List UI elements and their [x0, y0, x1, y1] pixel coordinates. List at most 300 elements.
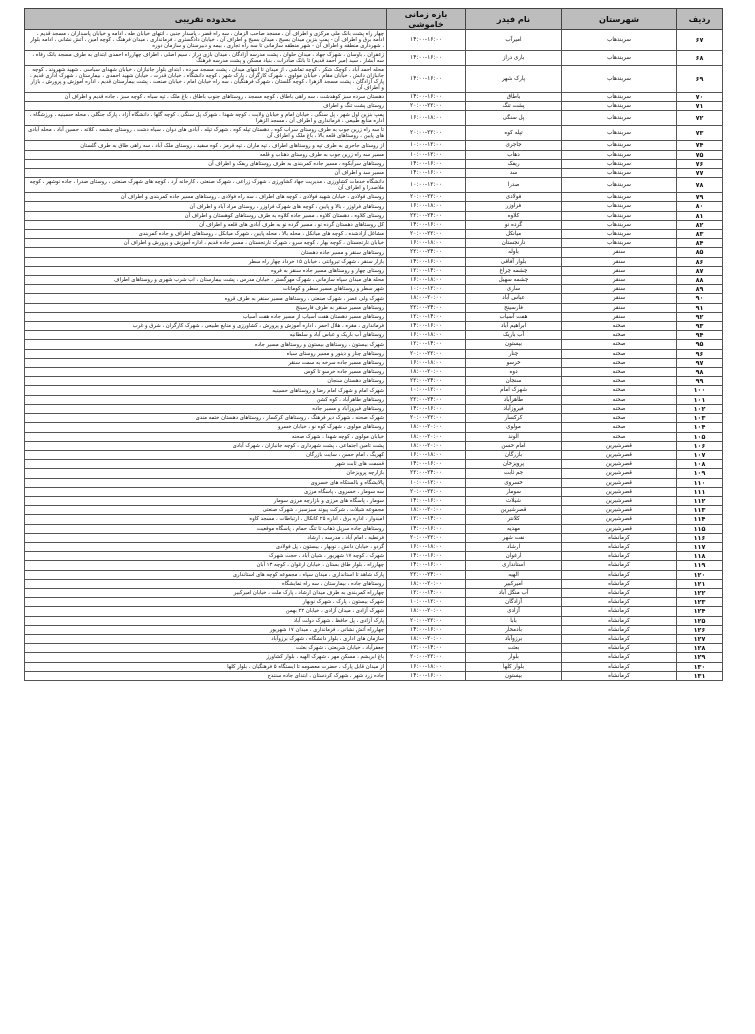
time-cell: ۱۰:۰۰-۱۲:۰۰: [387, 386, 466, 395]
city-cell: سربندهاب: [562, 30, 677, 51]
time-cell: ۱۴:۰۰-۱۶:۰۰: [387, 552, 466, 561]
radif-cell: ۱۱۶: [677, 533, 723, 542]
city-cell: سربندهاب: [562, 102, 677, 111]
table-row: [25, 257, 723, 266]
area-cell: شهرک ، کوچه ۱۷ شهریور ، شیان آباد ، حجت شهرک: [25, 552, 387, 561]
table-row: [25, 671, 723, 680]
time-cell: ۲۰:۰۰-۲۲:۰۰: [387, 616, 466, 625]
feeder-cell: امیرآب: [466, 30, 562, 51]
area-cell: روستای پشت تنگ و اطراف: [25, 102, 387, 111]
area-cell: باغ ابریشم ، مسکن مهر ، شهرک الهیه ، بلوار کشاورز: [25, 653, 387, 662]
table-row: [25, 178, 723, 193]
city-cell: کرمانشاه: [562, 542, 677, 551]
area-cell: زعفران ، باوسان ، شهرک جهاد ، میدان حلوان ، پشت مدرسه آزادگان ، میدان بازی دراز ، سیم اصلی ، اطراف چهارراه احمدی ابتدای به طرف مسجد بانک رفاه ، سه آبشار ، سید (میر احمد قدیم) تا بانک صادرات ، بنیاد مسکن و پشت مدرسه فرهنگ: [25, 51, 387, 66]
table-row: [25, 303, 723, 312]
radif-cell: ۷۲: [677, 111, 723, 126]
radif-cell: ۷۸: [677, 178, 723, 193]
city-cell: کرمانشاه: [562, 653, 677, 662]
feeder-cell: فولادی: [466, 193, 562, 202]
feeder-cell: خسروی: [466, 478, 562, 487]
feeder-cell: بعثت: [466, 644, 562, 653]
area-cell: جعفرآباد ، خیابان شریعتی ، شهرک بعثت: [25, 644, 387, 653]
area-cell: مسیر سد و اطراف آن: [25, 169, 387, 178]
city-cell: سربندهاب: [562, 193, 677, 202]
feeder-cell: تپله کوه: [466, 126, 562, 141]
city-cell: سنقر: [562, 285, 677, 294]
table-row: [25, 30, 723, 51]
radif-cell: ۱۲۹: [677, 653, 723, 662]
area-cell: روستاهای سرآبکوه ، مسیر جاده کمربندی به طرف روستاهای ریفک و اطراف آن: [25, 159, 387, 168]
feeder-cell: شیلات: [466, 496, 562, 505]
time-cell: ۲۲:۰۰-۲۴:۰۰: [387, 377, 466, 386]
feeder-cell: ابراهیم آباد: [466, 322, 562, 331]
time-cell: ۱۸:۰۰-۲۰:۰۰: [387, 432, 466, 441]
feeder-cell: قصرشیرین: [466, 506, 562, 515]
table-body: [25, 30, 723, 681]
time-cell: ۱۴:۰۰-۱۶:۰۰: [387, 220, 466, 229]
city-cell: صحنه: [562, 322, 677, 331]
radif-cell: ۸۳: [677, 230, 723, 239]
area-cell: روستاهای مسیر دهستان هفت آسیاب از مسیر جاده هفت آسیاب: [25, 312, 387, 321]
time-cell: ۱۶:۰۰-۱۸:۰۰: [387, 450, 466, 459]
table-row: [25, 51, 723, 66]
time-cell: ۱۴:۰۰-۱۶:۰۰: [387, 93, 466, 102]
table-row: [25, 150, 723, 159]
radif-cell: ۹۳: [677, 322, 723, 331]
table-row: [25, 322, 723, 331]
table-row: [25, 487, 723, 496]
city-cell: کرمانشاه: [562, 616, 677, 625]
time-cell: ۱۴:۰۰-۱۶:۰۰: [387, 524, 466, 533]
radif-cell: ۱۲۸: [677, 644, 723, 653]
table-header-row: [25, 9, 723, 30]
radif-cell: ۱۱۹: [677, 561, 723, 570]
feeder-cell: پل سنگی: [466, 111, 562, 126]
table-row: [25, 239, 723, 248]
time-cell: ۲۰:۰۰-۲۲:۰۰: [387, 193, 466, 202]
city-cell: کرمانشاه: [562, 671, 677, 680]
time-cell: ۱۸:۰۰-۲۰:۰۰: [387, 634, 466, 643]
feeder-cell: بلوار کلها: [466, 662, 562, 671]
area-cell: فرمانداری ، مقره ، هلال احمر ، اداره آموزش و پرورش ، کشاورزی و منابع طبیعی ، شهرک کارگران ، شرق و غرب: [25, 322, 387, 331]
time-cell: ۱۸:۰۰-۲۰:۰۰: [387, 607, 466, 616]
feeder-cell: عباس آباد: [466, 294, 562, 303]
radif-cell: ۶۷: [677, 30, 723, 51]
city-cell: کرمانشاه: [562, 598, 677, 607]
city-cell: کرمانشاه: [562, 644, 677, 653]
time-cell: ۱۴:۰۰-۱۶:۰۰: [387, 671, 466, 680]
table-row: [25, 294, 723, 303]
radif-cell: ۸۰: [677, 202, 723, 211]
table-row: [25, 193, 723, 202]
table-row: [25, 625, 723, 634]
table-row: [25, 141, 723, 150]
city-cell: سربندهاب: [562, 169, 677, 178]
time-cell: ۱۸:۰۰-۲۰:۰۰: [387, 423, 466, 432]
radif-cell: ۱۲۰: [677, 570, 723, 579]
city-cell: سربندهاب: [562, 150, 677, 159]
city-cell: سنقر: [562, 266, 677, 275]
city-cell: کرمانشاه: [562, 634, 677, 643]
radif-cell: ۱۰۸: [677, 460, 723, 469]
area-cell: محله احمد آباد ، کوچک شکر ، کوچه تماشی ، از میدان تا انتهای میدان ، پشت مسجد سرده ، ابتدای بلوار جانبازان ، خیابان شهدای سیاسی ، شهید شهروند ، کوچه جانبازان دانش ، خیابان مقام ، خیابان مولوی ، شهرک کارگران ، پارک شهر ، کوچه دانشگاه ، خیابان قدرت ، خیابان شهید احمدی ، بیمارستان ، شهرک اداری قدیم ، پارک آزادگان ، پشت مسجد الزهرا ، کوچه گلستان ، شهرک فرهنگیان ، سه راه خیابان امام ، خیابان صنعت ، پشت بیمارستان قدیم ، اداره آموزش و پرورش ، بازار و اطراف آن: [25, 66, 387, 93]
radif-cell: ۹۰: [677, 294, 723, 303]
table-row: [25, 616, 723, 625]
city-cell: صحنه: [562, 395, 677, 404]
radif-cell: ۱۲۶: [677, 625, 723, 634]
radif-cell: ۷۱: [677, 102, 723, 111]
time-cell: ۲۲:۰۰-۲۴:۰۰: [387, 469, 466, 478]
time-cell: ۱۸:۰۰-۲۰:۰۰: [387, 368, 466, 377]
table-row: [25, 450, 723, 459]
time-cell: ۱۸:۰۰-۲۰:۰۰: [387, 506, 466, 515]
table-row: [25, 598, 723, 607]
table-row: [25, 432, 723, 441]
area-cell: روستاهای فیروزآباد و مسیر جاده: [25, 404, 387, 413]
feeder-cell: دوه: [466, 368, 562, 377]
area-cell: مجموعه شیلات ، شرکت پیوند سبزسبز ، شهرک صنعتی: [25, 506, 387, 515]
time-cell: ۱۴:۰۰-۱۶:۰۰: [387, 625, 466, 634]
table-row: [25, 285, 723, 294]
time-cell: ۱۶:۰۰-۱۸:۰۰: [387, 662, 466, 671]
city-cell: سربندهاب: [562, 178, 677, 193]
city-cell: کرمانشاه: [562, 552, 677, 561]
feeder-cell: جم ثابت: [466, 469, 562, 478]
feeder-cell: ارشاد: [466, 542, 562, 551]
time-cell: ۲۰:۰۰-۲۲:۰۰: [387, 126, 466, 141]
radif-cell: ۱۰۷: [677, 450, 723, 459]
city-cell: قصرشیرین: [562, 506, 677, 515]
area-cell: روستاهای چنار و دینور و مسیر روستای سیاه: [25, 349, 387, 358]
city-cell: صحنه: [562, 404, 677, 413]
area-cell: شهر سطر و روستاهای مسیر سطر و کوماتات: [25, 285, 387, 294]
radif-cell: ۱۰۳: [677, 414, 723, 423]
table-row: [25, 358, 723, 367]
area-cell: شهرک بیستون ، روستاهای بیستون و روستاهای مسیر جاده: [25, 340, 387, 349]
table-row: [25, 478, 723, 487]
radif-cell: ۷۰: [677, 93, 723, 102]
radif-cell: ۱۲۱: [677, 579, 723, 588]
radif-cell: ۱۳۰: [677, 662, 723, 671]
feeder-cell: باری دراز: [466, 51, 562, 66]
table-row: [25, 159, 723, 168]
area-cell: روستاهای جاده ، بیمارستان ، سه راه نمایشگاه: [25, 579, 387, 588]
time-cell: ۲۲:۰۰-۲۴:۰۰: [387, 303, 466, 312]
table-row: [25, 276, 723, 285]
city-cell: قصرشیرین: [562, 441, 677, 450]
feeder-cell: استانداری: [466, 561, 562, 570]
city-cell: سربندهاب: [562, 51, 677, 66]
table-row: [25, 469, 723, 478]
feeder-cell: نارنجستان: [466, 239, 562, 248]
radif-cell: ۱۱۴: [677, 515, 723, 524]
table-row: [25, 579, 723, 588]
area-cell: سومار ، پاسگاه های مرزی و بازارچه مرزی سومار: [25, 496, 387, 505]
radif-cell: ۱۱۸: [677, 552, 723, 561]
radif-cell: ۱۱۳: [677, 506, 723, 515]
radif-cell: ۹۴: [677, 331, 723, 340]
table-row: [25, 395, 723, 404]
feeder-cell: سنجان: [466, 377, 562, 386]
city-cell: سربندهاب: [562, 202, 677, 211]
radif-cell: ۸۵: [677, 248, 723, 257]
time-cell: ۲۰:۰۰-۲۲:۰۰: [387, 102, 466, 111]
time-cell: ۱۶:۰۰-۱۸:۰۰: [387, 202, 466, 211]
time-cell: ۲۰:۰۰-۲۲:۰۰: [387, 230, 466, 239]
header-area: محدوده تقریبی: [25, 9, 387, 30]
area-cell: مسیر سه راه زرین جوب به طرف روستای دهناب و قلعه: [25, 150, 387, 159]
feeder-cell: آزادگان: [466, 598, 562, 607]
area-cell: شهرک امام و شهرک امام رضا و روستاهای حسینیه: [25, 386, 387, 395]
table-row: [25, 662, 723, 671]
feeder-cell: بیستون: [466, 340, 562, 349]
table-row: [25, 331, 723, 340]
area-cell: خیابان مولوی ، کوچه شهدا ، شهرک صحنه: [25, 432, 387, 441]
feeder-cell: نفت شهر: [466, 533, 562, 542]
area-cell: روستای کلاوه ، دهستان کلاوه ، مسیر جاده کلاوه به طرف روستاهای کوهستان و اطراف آن: [25, 211, 387, 220]
city-cell: صحنه: [562, 349, 677, 358]
city-cell: کرمانشاه: [562, 579, 677, 588]
table-row: [25, 93, 723, 102]
city-cell: صحنه: [562, 377, 677, 386]
radif-cell: ۱۰۹: [677, 469, 723, 478]
table-row: [25, 386, 723, 395]
area-cell: تا سه راه زرین جوب به طرف روستای سراب کوه ، دهستان تپله کوه ، شهرک تپله ، آبادی های دوان ، سیاه دشت ، روستای چشمه ، کلاته ، حسین آباد ، محله آبادی های پایین ، روستاهای قلعه بالا ، باغ ملک و اطراف آن: [25, 126, 387, 141]
city-cell: سربندهاب: [562, 211, 677, 220]
table-row: [25, 496, 723, 505]
radif-cell: ۷۹: [677, 193, 723, 202]
area-cell: روستاهای جاده سرپل ذهاب تا تنگ حمام ، پاسگاه موقعیت: [25, 524, 387, 533]
radif-cell: ۹۹: [677, 377, 723, 386]
time-cell: ۱۶:۰۰-۱۸:۰۰: [387, 358, 466, 367]
feeder-cell: چشمه سهیل: [466, 276, 562, 285]
time-cell: ۱۰:۰۰-۱۲:۰۰: [387, 141, 466, 150]
table-row: [25, 102, 723, 111]
feeder-cell: کرکسار: [466, 414, 562, 423]
feeder-cell: پارک شهر: [466, 66, 562, 93]
time-cell: ۱۸:۰۰-۲۰:۰۰: [387, 294, 466, 303]
city-cell: سربندهاب: [562, 111, 677, 126]
radif-cell: ۱۱۷: [677, 542, 723, 551]
area-cell: روستاهای فراوزر ، بالا و پایین ، کوچه های شهرک فراوزر ، روستای مراد آباد و اطراف آن: [25, 202, 387, 211]
city-cell: صحنه: [562, 414, 677, 423]
area-cell: کل روستاهای دهستان گرده نو ، مسیر گرده نو به طرف آبادی های قلعه و اطراف آن: [25, 220, 387, 229]
feeder-cell: آب باریک: [466, 331, 562, 340]
feeder-cell: ارغوان: [466, 552, 562, 561]
radif-cell: ۶۹: [677, 66, 723, 93]
table-row: [25, 111, 723, 126]
radif-cell: ۱۰۶: [677, 441, 723, 450]
table-row: [25, 542, 723, 551]
area-cell: مشاغل آزادشده ، کوچه های میانکل ، محله بالا ، محله پایین ، شهرک میانکل ، روستاهای اطراف و جاده کمربندی: [25, 230, 387, 239]
city-cell: کرمانشاه: [562, 588, 677, 597]
radif-cell: ۷۴: [677, 141, 723, 150]
area-cell: کهریگ ، امام حسن ، سایت بازرگان: [25, 450, 387, 459]
area-cell: روستای چهار و روستاهای مسیر جاده سنقر به فروه: [25, 266, 387, 275]
time-cell: ۲۰:۰۰-۲۲:۰۰: [387, 653, 466, 662]
table-row: [25, 423, 723, 432]
time-cell: ۱۸:۰۰-۲۰:۰۰: [387, 579, 466, 588]
feeder-cell: پرویزخان: [466, 460, 562, 469]
area-cell: روستاهای مولوی ، شهرک کوه نو ، خیابان خسرو: [25, 423, 387, 432]
city-cell: سنقر: [562, 294, 677, 303]
area-cell: بازارچه پرویزخان: [25, 469, 387, 478]
time-cell: ۲۲:۰۰-۲۴:۰۰: [387, 395, 466, 404]
area-cell: پارک شاهد تا استانداری ، میدان سپاه ، مجموعه کوچه های استانداری: [25, 570, 387, 579]
city-cell: قصرشیرین: [562, 469, 677, 478]
time-cell: ۱۴:۰۰-۱۶:۰۰: [387, 496, 466, 505]
city-cell: سربندهاب: [562, 126, 677, 141]
area-cell: روستاهای مسیر جاده سرخه به سمت سنقر: [25, 358, 387, 367]
time-cell: ۱۶:۰۰-۱۸:۰۰: [387, 331, 466, 340]
radif-cell: ۷۷: [677, 169, 723, 178]
feeder-cell: باطاق: [466, 93, 562, 102]
table-row: [25, 441, 723, 450]
radif-cell: ۱۲۷: [677, 634, 723, 643]
table-row: [25, 533, 723, 542]
area-cell: روستاهای مسیر جاده خرسو تا کوس: [25, 368, 387, 377]
city-cell: صحنه: [562, 331, 677, 340]
area-cell: روستاهای مسیر سنقر به طرف فارسینج: [25, 303, 387, 312]
city-cell: قصرشیرین: [562, 515, 677, 524]
radif-cell: ۷۳: [677, 126, 723, 141]
feeder-cell: جاجری: [466, 141, 562, 150]
feeder-cell: برزوآباد: [466, 634, 562, 643]
area-cell: پالایشگاه و بالستکاه های خسروی: [25, 478, 387, 487]
time-cell: ۱۴:۰۰-۱۶:۰۰: [387, 66, 466, 93]
area-cell: چهارراه آتش نشانی ، فرمانداری ، میدان ۱۷ شهریور: [25, 625, 387, 634]
feeder-cell: کلانتر: [466, 515, 562, 524]
time-cell: ۱۲:۰۰-۱۴:۰۰: [387, 515, 466, 524]
radif-cell: ۱۲۴: [677, 607, 723, 616]
time-cell: ۲۲:۰۰-۲۴:۰۰: [387, 570, 466, 579]
radif-cell: ۸۸: [677, 276, 723, 285]
radif-cell: ۹۶: [677, 349, 723, 358]
city-cell: سربندهاب: [562, 66, 677, 93]
city-cell: سربندهاب: [562, 239, 677, 248]
city-cell: کرمانشاه: [562, 570, 677, 579]
table-row: [25, 66, 723, 93]
feeder-cell: بیستون: [466, 671, 562, 680]
table-row: [25, 248, 723, 257]
table-row: [25, 404, 723, 413]
time-cell: ۱۴:۰۰-۱۶:۰۰: [387, 561, 466, 570]
radif-cell: ۷۶: [677, 159, 723, 168]
area-cell: جاده زرد شهر ، شهرک کردستان ، ابتدای جاده سنندج: [25, 671, 387, 680]
area-cell: چهارراه کمربندی به طرف میدان ارشاد ، پارک ملت ، خیابان امیرکبیر: [25, 588, 387, 597]
table-row: [25, 312, 723, 321]
radif-cell: ۱۱۰: [677, 478, 723, 487]
city-cell: کرمانشاه: [562, 625, 677, 634]
feeder-cell: امیرکبیر: [466, 579, 562, 588]
time-cell: ۱۸:۰۰-۲۰:۰۰: [387, 441, 466, 450]
city-cell: سربندهاب: [562, 220, 677, 229]
table-row: [25, 588, 723, 597]
time-cell: ۱۶:۰۰-۱۸:۰۰: [387, 111, 466, 126]
table-row: [25, 653, 723, 662]
feeder-cell: شهرک امام: [466, 386, 562, 395]
feeder-cell: ساری: [466, 285, 562, 294]
feeder-cell: آزادی: [466, 607, 562, 616]
radif-cell: ۱۰۴: [677, 423, 723, 432]
feeder-cell: بادمحار: [466, 625, 562, 634]
area-cell: پمپ بنزین اول شهر ، پل سنگی ، خیابان امام و خیابان ولایت ، کوچه شهدا ، شهرک پل سنگی ، کوچه گلها ، دانشگاه آزاد ، پارک جنگلی ، محله حسینیه ، ورزشگاه ، اداره منابع طبیعی ، فرمانداری و اطراف آن ، مسجد الزهرا: [25, 111, 387, 126]
radif-cell: ۸۹: [677, 285, 723, 294]
time-cell: ۱۰:۰۰-۱۲:۰۰: [387, 285, 466, 294]
area-cell: قسمت های ثابت شهر: [25, 460, 387, 469]
time-cell: ۱۲:۰۰-۱۴:۰۰: [387, 588, 466, 597]
feeder-cell: ریفک: [466, 159, 562, 168]
time-cell: ۱۲:۰۰-۱۴:۰۰: [387, 644, 466, 653]
area-cell: از روستای جاجری به طرف تپه و روستاهای اطراف ، تپه ماران ، تپه قرمز ، کوه سفید ، روستای ملک آباد ، سه راهی طاق به طرف گلستان: [25, 141, 387, 150]
area-cell: شهرک ولی عصر ، شهرک صنعتی ، روستاهای مسیر سنقر به طرف قروه: [25, 294, 387, 303]
feeder-cell: سد: [466, 169, 562, 178]
feeder-cell: دهاب: [466, 150, 562, 159]
radif-cell: ۸۴: [677, 239, 723, 248]
table-row: [25, 506, 723, 515]
feeder-cell: سومار: [466, 487, 562, 496]
outage-table: [24, 8, 723, 681]
feeder-cell: خرسو: [466, 358, 562, 367]
table-row: [25, 169, 723, 178]
city-cell: صحنه: [562, 368, 677, 377]
radif-cell: ۱۲۲: [677, 588, 723, 597]
table-row: [25, 202, 723, 211]
city-cell: سربندهاب: [562, 159, 677, 168]
area-cell: روستاهای آب باریک و عباس آباد و سلطانیه: [25, 331, 387, 340]
area-cell: شهرک بیستون ، پارک ، شهرک نوبهار: [25, 598, 387, 607]
header-time: بازه زمانی خاموشی: [387, 9, 466, 30]
area-cell: از میدان قابل پارک ، حضرت معصومه تا ایستگاه ۵ فرهنگیان ، بلوار کلها: [25, 662, 387, 671]
city-cell: قصرشیرین: [562, 487, 677, 496]
area-cell: محله های میدان سپاه سازمانی ، شهرک مهرگستر ، خیابان مدرس ، پشت بیمارستان ، اب شرب شهری و روستاهای اطراف: [25, 276, 387, 285]
area-cell: روستاهای دهستان سنجان: [25, 377, 387, 386]
area-cell: خیابان نارنجستان ، کوچه بهار ، کوچه سرو ، شهرک نارنجستان ، مسیر جاده قدیم ، اداره آموزش و پرورش و اطراف آن: [25, 239, 387, 248]
radif-cell: ۱۲۵: [677, 616, 723, 625]
feeder-cell: طاهرآباد: [466, 395, 562, 404]
city-cell: صحنه: [562, 423, 677, 432]
radif-cell: ۱۰۱: [677, 395, 723, 404]
radif-cell: ۸۶: [677, 257, 723, 266]
table-row: [25, 570, 723, 579]
city-cell: صحنه: [562, 340, 677, 349]
feeder-cell: صدرا: [466, 178, 562, 193]
time-cell: ۱۴:۰۰-۱۶:۰۰: [387, 460, 466, 469]
area-cell: روستاهای طاهرآباد ، کوه کشن: [25, 395, 387, 404]
city-cell: سنقر: [562, 276, 677, 285]
city-cell: سنقر: [562, 303, 677, 312]
time-cell: ۱۴:۰۰-۱۶:۰۰: [387, 30, 466, 51]
area-cell: دهستان سرده سبز کوهدشت ، سه راهی باطاق ، کوچه مسجد ، روستاهای جنوب باطاق ، باغ ملک ، تپه سیاه ، کوچه سبز ، جاده قدیم و اطراف آن: [25, 93, 387, 102]
table-row: [25, 644, 723, 653]
area-cell: سازمان های اداری ، بلوار دانشگاه ، شهرک برزوآباد: [25, 634, 387, 643]
city-cell: صحنه: [562, 386, 677, 395]
time-cell: ۲۰:۰۰-۲۲:۰۰: [387, 533, 466, 542]
table-row: [25, 460, 723, 469]
radif-cell: ۹۸: [677, 368, 723, 377]
table-row: [25, 634, 723, 643]
outage-schedule-sheet: [24, 8, 722, 681]
feeder-cell: گرده نو: [466, 220, 562, 229]
area-cell: روستای فولادی ، خیابان شهید فولادی ، کوچه های اطراف ، سه راه فولادی ، روستاهای مسیر جاده کمربندی و اطراف آن: [25, 193, 387, 202]
time-cell: ۲۲:۰۰-۲۴:۰۰: [387, 248, 466, 257]
table-row: [25, 515, 723, 524]
city-cell: قصرشیرین: [562, 450, 677, 459]
feeder-cell: فراوزر: [466, 202, 562, 211]
header-radif: ردیف: [677, 9, 723, 30]
feeder-cell: الوند: [466, 432, 562, 441]
city-cell: کرمانشاه: [562, 607, 677, 616]
